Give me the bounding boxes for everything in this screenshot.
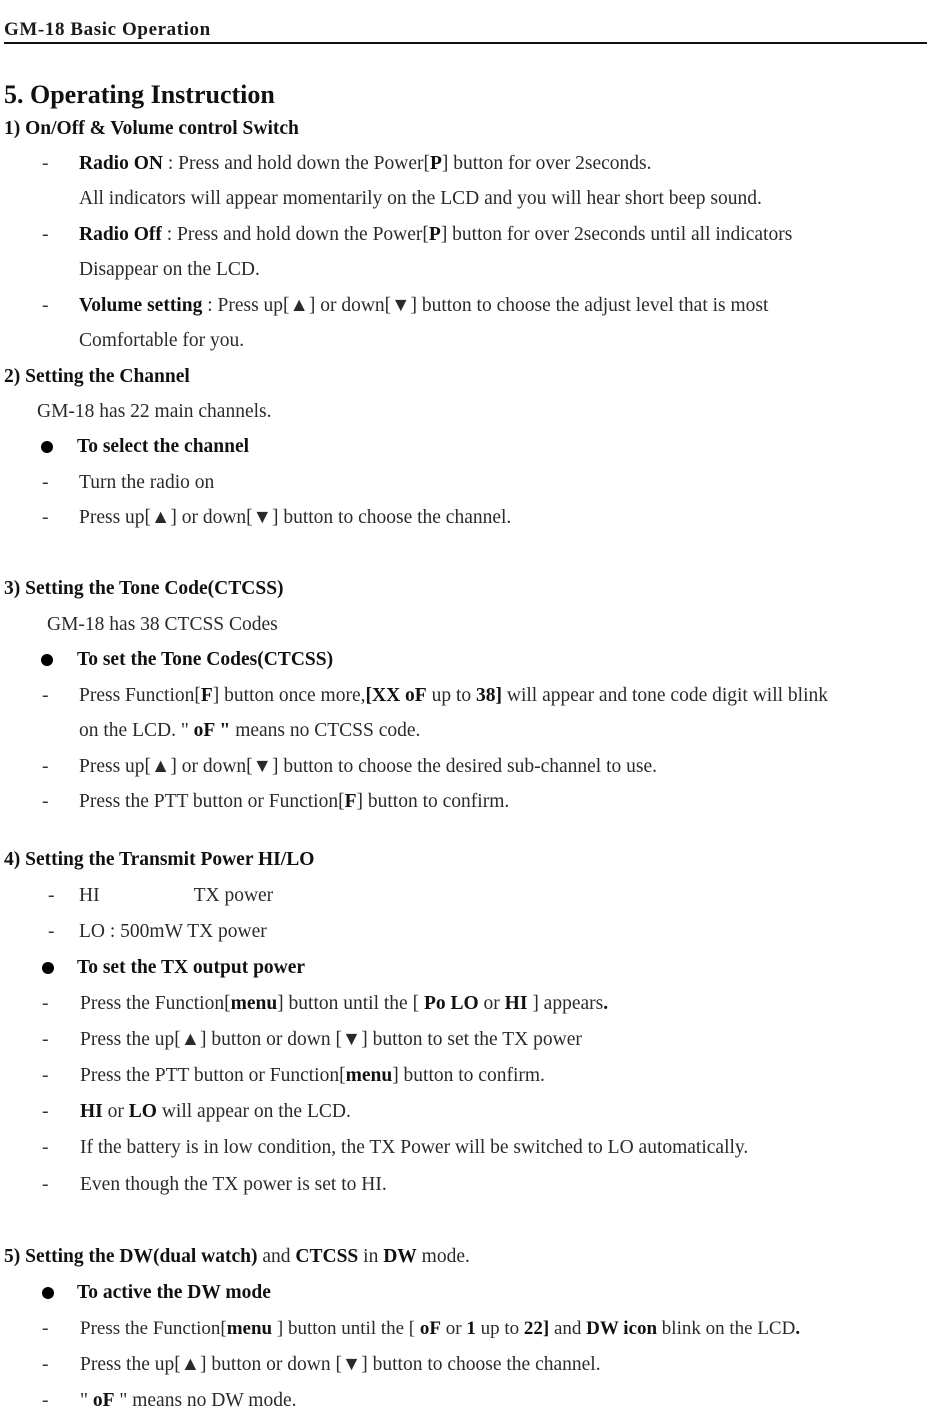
- dash-marker: -: [42, 756, 49, 777]
- dash-marker: -: [42, 1354, 49, 1375]
- s4-step4-c: LO: [128, 1101, 157, 1122]
- hi-power-line: [79, 883, 273, 909]
- section-1-heading: 1) On/Off & Volume control Switch: [4, 118, 299, 139]
- s3-step1-f: 38]: [476, 685, 503, 706]
- section-5-step-3: [80, 1388, 297, 1414]
- section-5-step-2: Press the up[▲] button or down [▼] button to choose the channel.: [80, 1354, 601, 1375]
- s5-step3-a: ": [80, 1390, 93, 1411]
- dash-marker: -: [42, 472, 49, 493]
- s5-step1-e: or: [441, 1318, 467, 1339]
- s5-heading-e: DW: [383, 1246, 417, 1267]
- s5-step1-d: oF: [419, 1318, 441, 1339]
- radio-off-text: : Press and hold down the Power[: [161, 224, 429, 245]
- volume-continuation: Comfortable for you.: [79, 330, 245, 351]
- s3-cont-a: on the LCD. ": [79, 720, 194, 741]
- volume-text: : Press up[▲] or down[▼] button to choose the adjust level that is most: [202, 295, 769, 316]
- s3-step3-a: Press the PTT button or Function[: [79, 791, 345, 812]
- radio-on-key: P: [430, 153, 442, 174]
- s4-step1-e: or: [478, 993, 505, 1014]
- s3-step1-g: will appear and tone code digit will blink: [502, 685, 829, 706]
- s5-heading-d: in: [358, 1246, 384, 1267]
- hi-label: HI: [79, 885, 100, 906]
- s3-step1-b: F: [200, 685, 213, 706]
- dash-marker: -: [42, 507, 49, 528]
- section-2-step-2: Press up[▲] or down[▼] button to choose the channel.: [79, 507, 512, 528]
- dash-marker: -: [42, 224, 49, 245]
- section-5-heading: [4, 1244, 470, 1270]
- s4-step3-b: menu: [345, 1065, 393, 1086]
- s4-step4-a: HI: [80, 1101, 103, 1122]
- dash-marker: -: [42, 1101, 49, 1122]
- s4-step1-g: ] appears: [527, 993, 604, 1014]
- radio-on-text: : Press and hold down the Power[: [162, 153, 430, 174]
- dash-marker: -: [48, 921, 55, 942]
- dash-marker: -: [42, 791, 49, 812]
- s5-heading-c: CTCSS: [295, 1246, 359, 1267]
- s3-step1-c: ] button once more,: [212, 685, 366, 706]
- radio-off-key: P: [428, 224, 441, 245]
- dash-marker: -: [48, 885, 55, 906]
- s5-heading-b: and: [257, 1246, 296, 1267]
- s4-step1-b: menu: [230, 993, 278, 1014]
- s5-step1-f: 1: [466, 1318, 476, 1339]
- radio-off-continuation: Disappear on the LCD.: [79, 259, 260, 280]
- radio-off-text-2: ] button for over 2seconds until all indicators: [440, 224, 793, 245]
- s3-cont-b: oF ": [193, 720, 231, 741]
- section-5-bullet: To active the DW mode: [77, 1282, 271, 1303]
- dash-marker: -: [42, 1318, 49, 1339]
- s5-step1-l: .: [795, 1318, 801, 1339]
- s4-step4-d: will appear on the LCD.: [156, 1101, 351, 1122]
- s5-heading-a: 5) Setting the DW(dual watch): [4, 1246, 258, 1267]
- dash-marker: -: [42, 1065, 49, 1086]
- section-4-step-6: Even though the TX power is set to HI.: [80, 1174, 387, 1195]
- radio-off-line: [79, 222, 792, 248]
- s4-step4-b: or: [102, 1101, 129, 1122]
- s5-step3-c: " means no DW mode.: [114, 1390, 297, 1411]
- s5-step1-k: blink on the LCD: [657, 1318, 796, 1339]
- section-2-heading: 2) Setting the Channel: [4, 366, 190, 387]
- section-2-step-1: Turn the radio on: [79, 472, 215, 493]
- dash-marker: -: [42, 993, 49, 1014]
- dash-marker: -: [42, 153, 49, 174]
- radio-on-label: Radio ON: [79, 153, 163, 174]
- s4-step1-h: .: [603, 993, 609, 1014]
- radio-on-continuation: All indicators will appear momentarily on the LCD and you will hear short beep sound.: [79, 188, 762, 209]
- s4-step1-c: ] button until the [: [277, 993, 424, 1014]
- s3-cont-c: means no CTCSS code.: [230, 720, 421, 741]
- s4-step1-a: Press the Function[: [80, 993, 231, 1014]
- dash-marker: -: [42, 1174, 49, 1195]
- s3-step1-d: [XX oF: [365, 685, 427, 706]
- s3-step3-b: F: [344, 791, 357, 812]
- radio-off-label: Radio Off: [79, 224, 162, 245]
- section-3-step-2: Press up[▲] or down[▼] button to choose the desired sub-channel to use.: [79, 756, 657, 777]
- section-3-step-1: [79, 683, 828, 709]
- dash-marker: -: [42, 1137, 49, 1158]
- section-4-step-3: [80, 1063, 545, 1089]
- section-4-step-2: Press the up[▲] button or down [▼] button to set the TX power: [80, 1029, 582, 1050]
- section-4-step-1: [80, 991, 608, 1017]
- lo-power-line: LO : 500mW TX power: [79, 921, 267, 942]
- dash-marker: -: [42, 685, 49, 706]
- dash-marker: -: [42, 1029, 49, 1050]
- bullet-dot: [42, 962, 54, 974]
- s5-step1-a: Press the Function[: [80, 1318, 227, 1339]
- s3-step1-a: Press Function[: [79, 685, 201, 706]
- s5-step1-j: DW icon: [586, 1318, 658, 1339]
- s5-step3-b: oF: [92, 1390, 115, 1411]
- section-2-bullet: To select the channel: [77, 436, 250, 457]
- s5-step1-i: and: [549, 1318, 587, 1339]
- section-4-step-4: [80, 1099, 351, 1125]
- section-2-intro: GM-18 has 22 main channels.: [37, 401, 272, 422]
- s5-step1-h: 22]: [523, 1318, 550, 1339]
- hi-tx-power: TX power: [193, 885, 274, 906]
- section-4-bullet: To set the TX output power: [77, 957, 306, 978]
- s4-step1-f: HI: [504, 993, 528, 1014]
- section-5-step-1: [80, 1316, 800, 1342]
- page-title: 5. Operating Instruction: [4, 80, 275, 109]
- s4-step3-a: Press the PTT button or Function[: [80, 1065, 346, 1086]
- section-3-step-3: [79, 789, 509, 815]
- section-3-heading: 3) Setting the Tone Code(CTCSS): [4, 578, 284, 599]
- section-3-intro: GM-18 has 38 CTCSS Codes: [47, 614, 278, 635]
- bullet-dot: [42, 1287, 54, 1299]
- radio-on-text-2: ] button for over 2seconds.: [441, 153, 652, 174]
- s3-step3-c: ] button to confirm.: [356, 791, 510, 812]
- bullet-dot: [41, 654, 53, 666]
- volume-label: Volume setting: [79, 295, 203, 316]
- s5-step1-b: menu: [226, 1318, 277, 1339]
- volume-line: [79, 293, 768, 319]
- dash-marker: -: [42, 295, 49, 316]
- dash-marker: -: [42, 1390, 49, 1411]
- page-header: GM-18 Basic Operation: [4, 18, 927, 44]
- s4-step3-c: ] button to confirm.: [392, 1065, 545, 1086]
- section-4-step-5: If the battery is in low condition, the TX Power will be switched to LO automatically.: [80, 1137, 749, 1158]
- s5-heading-f: mode.: [416, 1246, 470, 1267]
- s3-step1-e: up to: [426, 685, 477, 706]
- section-4-heading: 4) Setting the Transmit Power HI/LO: [4, 849, 315, 870]
- bullet-dot: [41, 441, 53, 453]
- radio-on-line: [79, 151, 652, 177]
- section-3-bullet: To set the Tone Codes(CTCSS): [77, 649, 334, 670]
- section-3-step-1-continuation: [79, 718, 420, 744]
- s5-step1-g: up to: [475, 1318, 524, 1339]
- s5-step1-c: ] button until the [: [276, 1318, 420, 1339]
- s4-step1-d: Po LO: [423, 993, 479, 1014]
